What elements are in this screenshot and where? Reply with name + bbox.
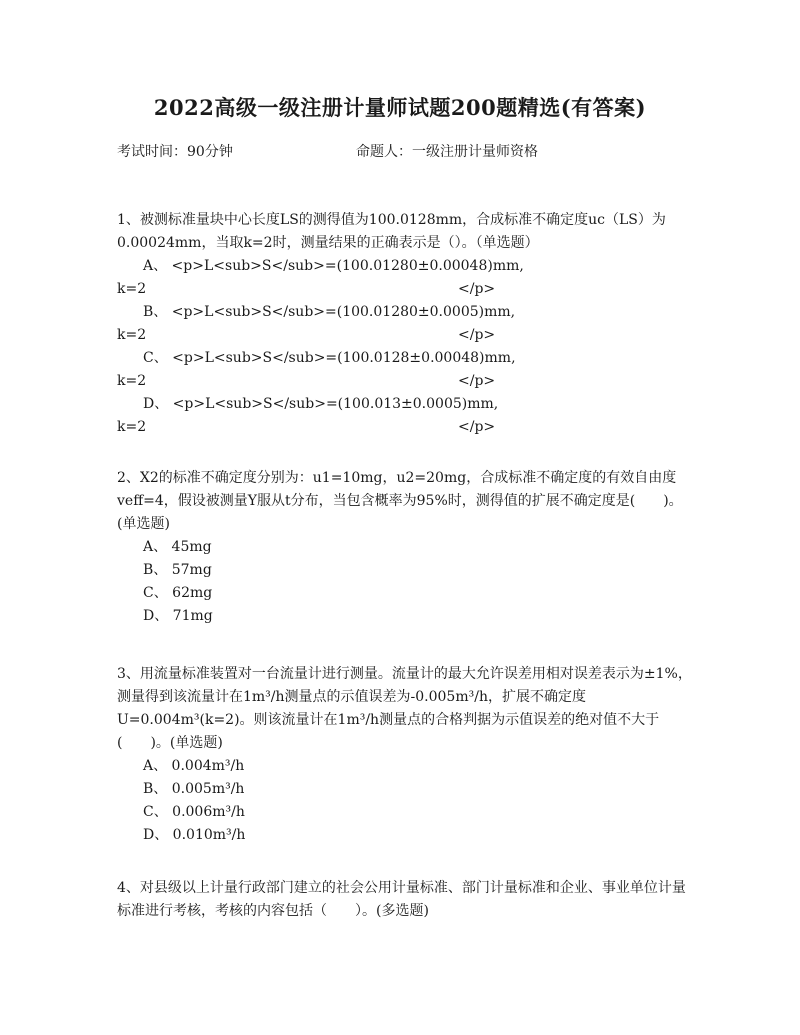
option-b: B、 <p>L<sub>S</sub>=(100.01280±0.0005)mm, bbox=[143, 304, 516, 320]
option-c: C、 62mg bbox=[143, 585, 213, 601]
question-stem: 2、X2的标准不确定度分别为：u1=10mg，u2=20mg，合成标准不确定度的有效自由度veff=4，假设被测量Y服从t分布，当包含概率为95%时，测得值的扩展不确定度是( )。(单选题) bbox=[117, 470, 683, 532]
option-c: C、 <p>L<sub>S</sub>=(100.0128±0.00048)mm, bbox=[143, 350, 516, 366]
option-b: B、 57mg bbox=[143, 562, 212, 578]
option-a-tail bbox=[117, 278, 697, 301]
option-b-k: k=2 bbox=[117, 327, 147, 343]
question-2 bbox=[117, 467, 697, 628]
option-a: A、 45mg bbox=[143, 539, 212, 555]
option-d-k: k=2 bbox=[117, 419, 147, 435]
option-a-k: k=2 bbox=[117, 281, 147, 297]
option-c-k: k=2 bbox=[117, 373, 147, 389]
author: 命题人：一级注册计量师资格 bbox=[356, 144, 538, 160]
question-stem: 3、用流量标准装置对一台流量计进行测量。流量计的最大允许误差用相对误差表示为±1%，测量得到该流量计在1m³/h测量点的示值误差为-0.005m³/h，扩展不确定度U=0.004m³(k=2)。则该流量计在1m³/h测量点的合格判据为示值误差的绝对值不大于( )。(单选题) bbox=[117, 666, 692, 751]
option-b-close: </p> bbox=[458, 327, 496, 343]
option-d: D、 0.010m³/h bbox=[143, 827, 246, 843]
option-b-tail bbox=[117, 324, 697, 347]
exam-time: 考试时间：90分钟 bbox=[117, 144, 233, 160]
question-stem: 4、对县级以上计量行政部门建立的社会公用计量标准、部门计量标准和企业、事业单位计量标准进行考核，考核的内容包括（ ）。(多选题) bbox=[117, 880, 686, 919]
document-title: 2022高级一级注册计量师试题200题精选(有答案) bbox=[153, 95, 647, 120]
option-c-tail bbox=[117, 370, 697, 393]
question-1 bbox=[117, 209, 697, 439]
option-c-close: </p> bbox=[458, 373, 496, 389]
question-stem: 1、被测标准量块中心长度LS的测得值为100.0128mm，合成标准不确定度uc（LS）为0.00024mm，当取k=2时，测量结果的正确表示是（）。（单选题） bbox=[117, 212, 666, 251]
option-d-close: </p> bbox=[458, 419, 496, 435]
question-4 bbox=[117, 877, 697, 923]
option-a: A、 0.004m³/h bbox=[143, 758, 245, 774]
option-d: D、 71mg bbox=[143, 608, 213, 624]
option-d-tail bbox=[117, 416, 697, 439]
option-b: B、 0.005m³/h bbox=[143, 781, 245, 797]
option-a: A、 <p>L<sub>S</sub>=(100.01280±0.00048)mm, bbox=[143, 258, 524, 274]
option-c: C、 0.006m³/h bbox=[143, 804, 245, 820]
option-d: D、 <p>L<sub>S</sub>=(100.013±0.0005)mm, bbox=[143, 396, 499, 412]
question-3 bbox=[117, 663, 697, 847]
option-a-close: </p> bbox=[458, 281, 496, 297]
